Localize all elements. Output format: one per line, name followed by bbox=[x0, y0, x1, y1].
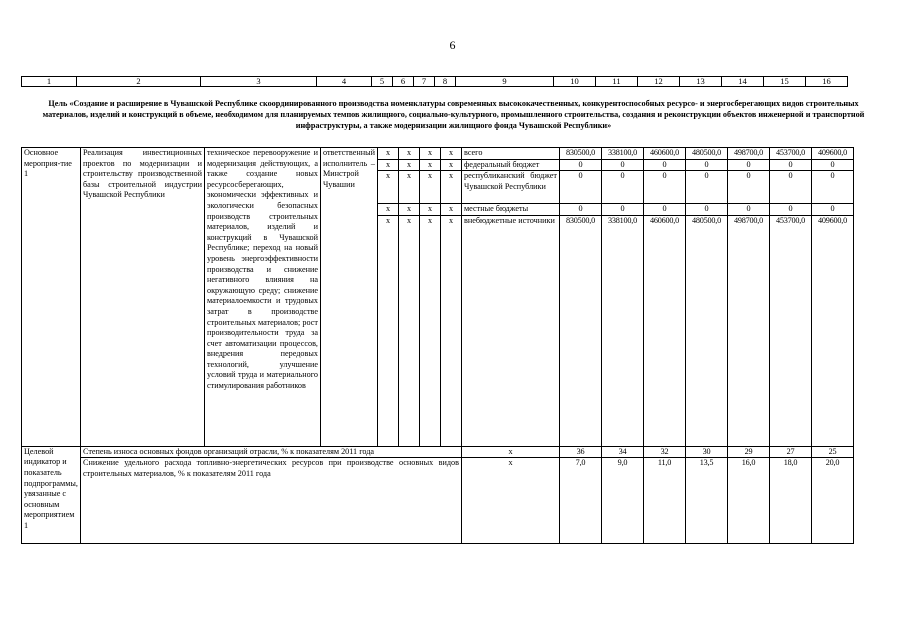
value-cell: 0 bbox=[812, 204, 854, 216]
column-number: 1 bbox=[22, 77, 77, 87]
page-number: 6 bbox=[449, 38, 456, 52]
value-cell: 338100,0 bbox=[602, 148, 644, 160]
indicator-value: 36 bbox=[560, 446, 602, 458]
value-cell: 0 bbox=[602, 204, 644, 216]
indicator-mark: x bbox=[462, 446, 560, 458]
column-number: 4 bbox=[317, 77, 372, 87]
column-number-header bbox=[21, 76, 848, 87]
indicator-value: 18,0 bbox=[770, 458, 812, 544]
code-cell: x bbox=[378, 159, 399, 171]
value-cell: 830500,0 bbox=[560, 148, 602, 160]
code-cell: x bbox=[399, 215, 420, 446]
value-cell: 480500,0 bbox=[686, 215, 728, 446]
code-cell: x bbox=[441, 148, 462, 160]
value-cell: 0 bbox=[812, 171, 854, 204]
value-cell: 453700,0 bbox=[770, 148, 812, 160]
indicator-value: 34 bbox=[602, 446, 644, 458]
financing-source: всего bbox=[462, 148, 560, 160]
code-cell: x bbox=[420, 171, 441, 204]
measures-table bbox=[21, 147, 854, 544]
indicator-value: 30 bbox=[686, 446, 728, 458]
value-cell: 0 bbox=[686, 171, 728, 204]
measure-executor: ответственный исполнитель – Минстрой Чувашии bbox=[320, 148, 377, 447]
code-cell: x bbox=[378, 148, 399, 160]
column-number: 13 bbox=[680, 77, 722, 87]
code-cell: x bbox=[399, 204, 420, 216]
value-cell: 0 bbox=[644, 204, 686, 216]
financing-row bbox=[22, 148, 854, 160]
column-number: 12 bbox=[638, 77, 680, 87]
indicator-value: 27 bbox=[770, 446, 812, 458]
measure-name: Реализация инвестиционных проектов по модернизации и строительству производственной базы строительной индустрии Чувашской Республики bbox=[80, 148, 204, 447]
indicator-value: 16,0 bbox=[728, 458, 770, 544]
code-cell: x bbox=[441, 171, 462, 204]
code-cell: x bbox=[441, 159, 462, 171]
value-cell: 0 bbox=[728, 171, 770, 204]
value-cell: 460600,0 bbox=[644, 148, 686, 160]
goal-heading: Цель «Создание и расширение в Чувашской Республике скоординированного производства номенклатуры современных высококачественных, конкурентоспособных ресурсо- и энергосберегающих видов строительных материалов, изделий и конструкций в объеме, необходимом для планируемых темпов жилищного, социально-культурного, промышленного строительства, создания и реконструкции объектов инженерной и транспортной инфраструктуры, а также модернизации жилищного фонда Чувашской Республики» bbox=[42, 99, 865, 130]
column-number: 10 bbox=[554, 77, 596, 87]
column-numbers-row bbox=[22, 77, 848, 87]
column-number: 16 bbox=[806, 77, 848, 87]
value-cell: 830500,0 bbox=[560, 215, 602, 446]
value-cell: 0 bbox=[770, 171, 812, 204]
code-cell: x bbox=[420, 159, 441, 171]
column-number: 9 bbox=[456, 77, 554, 87]
indicator-value: 9,0 bbox=[602, 458, 644, 544]
indicator-value: 32 bbox=[644, 446, 686, 458]
indicator-value: 7,0 bbox=[560, 458, 602, 544]
indicator-value: 13,5 bbox=[686, 458, 728, 544]
value-cell: 460600,0 bbox=[644, 215, 686, 446]
indicator-group-label: Целевой индикатор и показатель подпрограммы, увязанные с основным мероприятием 1 bbox=[22, 446, 81, 544]
value-cell: 453700,0 bbox=[770, 215, 812, 446]
value-cell: 498700,0 bbox=[728, 148, 770, 160]
code-cell: x bbox=[420, 148, 441, 160]
value-cell: 0 bbox=[560, 204, 602, 216]
value-cell: 0 bbox=[560, 171, 602, 204]
column-number: 6 bbox=[393, 77, 414, 87]
financing-source: республиканский бюджет Чувашской Республики bbox=[462, 171, 560, 204]
value-cell: 0 bbox=[728, 204, 770, 216]
code-cell: x bbox=[420, 215, 441, 446]
column-number: 2 bbox=[77, 77, 201, 87]
indicator-value: 25 bbox=[812, 446, 854, 458]
financing-source: федеральный бюджет bbox=[462, 159, 560, 171]
value-cell: 0 bbox=[602, 159, 644, 171]
value-cell: 0 bbox=[770, 159, 812, 171]
code-cell: x bbox=[420, 204, 441, 216]
column-number: 15 bbox=[764, 77, 806, 87]
indicator-value: 20,0 bbox=[812, 458, 854, 544]
value-cell: 409600,0 bbox=[812, 148, 854, 160]
indicator-row bbox=[22, 446, 854, 458]
column-number: 11 bbox=[596, 77, 638, 87]
value-cell: 480500,0 bbox=[686, 148, 728, 160]
value-cell: 0 bbox=[812, 159, 854, 171]
value-cell: 0 bbox=[686, 159, 728, 171]
column-number: 3 bbox=[201, 77, 317, 87]
code-cell: x bbox=[378, 204, 399, 216]
measure-type-label: Основное мероприя-тие 1 bbox=[22, 148, 81, 447]
value-cell: 0 bbox=[644, 159, 686, 171]
measure-results: техническое перевооружение и модернизация действующих, а также создание новых ресурсосберегающих, экономически эффективных и экологически безопасных производств строительных материалов, изделий и конструкций в Чувашской Республике; переход на новый уровень энергоэффективности производства и снижение негативного влияния на окружающую среду; снижение материалоемкости и трудовых затрат в производстве строительных материалов; рост производительности труда за счет автоматизации процессов, внедрения передовых технологий, улучшение условий труда и материального стимулирования работников bbox=[204, 148, 320, 447]
indicator-mark: x bbox=[462, 458, 560, 544]
value-cell: 338100,0 bbox=[602, 215, 644, 446]
code-cell: x bbox=[399, 148, 420, 160]
financing-source: внебюджетные источники bbox=[462, 215, 560, 446]
column-number: 14 bbox=[722, 77, 764, 87]
indicator-value: 29 bbox=[728, 446, 770, 458]
financing-source: местные бюджеты bbox=[462, 204, 560, 216]
code-cell: x bbox=[399, 159, 420, 171]
value-cell: 0 bbox=[602, 171, 644, 204]
code-cell: x bbox=[399, 171, 420, 204]
value-cell: 0 bbox=[644, 171, 686, 204]
column-number: 5 bbox=[372, 77, 393, 87]
column-number: 8 bbox=[435, 77, 456, 87]
value-cell: 0 bbox=[770, 204, 812, 216]
code-cell: x bbox=[441, 204, 462, 216]
value-cell: 0 bbox=[560, 159, 602, 171]
indicator-row bbox=[22, 458, 854, 544]
value-cell: 409600,0 bbox=[812, 215, 854, 446]
code-cell: x bbox=[441, 215, 462, 446]
code-cell: x bbox=[378, 171, 399, 204]
column-number: 7 bbox=[414, 77, 435, 87]
indicator-name: Снижение удельного расхода топливно-энергетических ресурсов при производстве основных видов строительных материалов, % к показателям 2011 года bbox=[80, 458, 461, 544]
value-cell: 0 bbox=[686, 204, 728, 216]
value-cell: 0 bbox=[728, 159, 770, 171]
code-cell: x bbox=[378, 215, 399, 446]
indicator-name: Степень износа основных фондов организаций отрасли, % к показателям 2011 года bbox=[80, 446, 461, 458]
value-cell: 498700,0 bbox=[728, 215, 770, 446]
indicator-value: 11,0 bbox=[644, 458, 686, 544]
